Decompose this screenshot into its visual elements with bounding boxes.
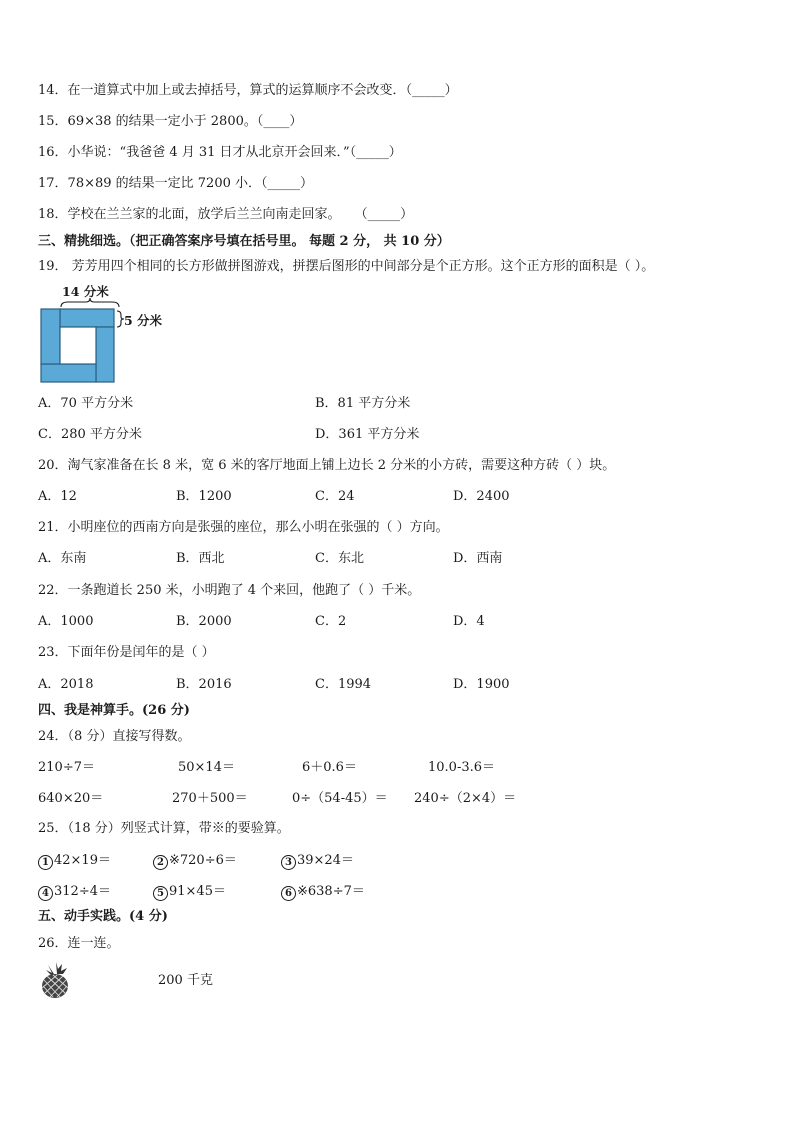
brace-side [116,310,124,328]
question-16 [38,144,402,162]
answer-blank[interactable]: （_____） [349,145,402,160]
question-number: 14． [38,83,68,98]
q19-option-c[interactable]: C．280 平方分米 [38,427,142,442]
label-top: 14 分米 [62,284,109,299]
q22-option-a[interactable]: A．1000 [38,614,94,629]
calc-item: 0÷（54-45）＝ [292,791,388,806]
question-17 [38,175,313,193]
answer-blank[interactable]: （_____） [405,83,458,98]
question-number: 17． [38,176,68,191]
question-text: 78×89 的结果一定比 7200 小． [67,176,262,191]
circled-number: 5 [153,886,168,901]
q22-option-c[interactable]: C．2 [315,614,347,629]
question-26-text: 26．连一连。 [38,936,120,951]
calc-item: 270＋500＝ [172,791,248,806]
calc-expression: 312÷4＝ [54,884,111,899]
rectangles-figure [40,308,116,384]
question-21-text: 21．小明座位的西南方向是张强的座位，那么小明在张强的（ ）方向。 [38,520,449,535]
answer-blank[interactable]: （____） [256,114,303,129]
q20-option-a[interactable]: A．12 [38,489,77,504]
q23-option-a[interactable]: A．2018 [38,677,94,692]
calc-expression: ※720÷6＝ [169,853,237,868]
q19-figure [38,282,168,386]
label-side: 5 分米 [124,313,163,328]
calc-expression: ※638÷7＝ [297,884,365,899]
question-number: 18． [38,207,68,222]
calc-item: 6＋0.6＝ [302,760,357,775]
weight-label[interactable]: 200 千克 [158,973,213,988]
question-22-text: 22．一条跑道长 250 米，小明跑了 4 个来回，他跑了（ ）千米。 [38,583,421,598]
question-19-text: 19． 芳芳用四个相同的长方形做拼图游戏，拼摆后图形的中间部分是个正方形。这个正方形的面积是（ ）。 [38,259,655,274]
section-heading-5: 五、动手实践。(4 分) [38,909,168,924]
section-heading-3: 三、精挑细选。（把正确答案序号填在括号里。 每题 2 分， 共 10 分） [38,234,450,249]
calc-item: 210÷7＝ [38,760,95,775]
q19-option-b[interactable]: B．81 平方分米 [315,396,411,411]
q21-option-d[interactable]: D．西南 [453,551,503,566]
question-20-text: 20．淘气家准备在长 8 米，宽 6 米的客厅地面上铺上边长 2 分米的小方砖，需要这种方砖（ ）块。 [38,458,616,473]
vertical-calc-item [38,883,111,901]
q19-option-a[interactable]: A．70 平方分米 [38,396,134,411]
vertical-calc-item [153,883,226,901]
calc-expression: 42×19＝ [54,853,111,868]
question-number: 15． [38,114,68,129]
question-14 [38,82,458,100]
q21-option-b[interactable]: B．西北 [176,551,225,566]
question-text: 小华说：“我爸爸 4 月 31 日才从北京开会回来．” [67,145,350,160]
q20-option-c[interactable]: C．24 [315,489,355,504]
brace-top [60,298,120,308]
question-18 [38,206,413,224]
answer-blank[interactable]: （_____） [261,176,314,191]
section-heading-4: 四、我是神算手。(26 分) [38,703,190,718]
q22-option-d[interactable]: D．4 [453,614,485,629]
question-text: 69×38 的结果一定小于 2800。 [67,114,257,129]
circled-number: 1 [38,855,53,870]
circled-number: 3 [281,855,296,870]
q23-option-b[interactable]: B．2016 [176,677,232,692]
calc-expression: 91×45＝ [169,884,226,899]
question-text: 学校在兰兰家的北面，放学后兰兰向南走回家。 [67,207,341,222]
answer-blank[interactable]: （_____） [354,207,414,222]
q23-option-c[interactable]: C．1994 [315,677,372,692]
vertical-calc-item [281,883,365,901]
q21-option-c[interactable]: C．东北 [315,551,364,566]
calc-item: 10.0-3.6＝ [428,760,496,775]
vertical-calc-item [153,852,237,870]
calc-item: 240÷（2×4）＝ [414,791,517,806]
calc-item: 640×20＝ [38,791,104,806]
calc-expression: 39×24＝ [297,853,354,868]
question-15 [38,113,302,131]
q23-option-d[interactable]: D．1900 [453,677,510,692]
vertical-calc-item [38,852,111,870]
circled-number: 2 [153,855,168,870]
q19-option-d[interactable]: D．361 平方分米 [315,427,420,442]
pineapple-icon [38,961,72,999]
q21-option-a[interactable]: A．东南 [38,551,87,566]
q20-option-b[interactable]: B．1200 [176,489,232,504]
question-number: 16． [38,145,68,160]
q22-option-b[interactable]: B．2000 [176,614,232,629]
vertical-calc-item [281,852,354,870]
question-25-text: 25．（18 分）列竖式计算，带※的要验算。 [38,821,290,836]
circled-number: 6 [281,886,296,901]
circled-number: 4 [38,886,53,901]
question-24-text: 24．（8 分）直接写得数。 [38,729,191,744]
question-23-text: 23．下面年份是闰年的是（ ） [38,645,215,660]
question-text: 在一道算式中加上或去掉括号，算式的运算顺序不会改变． [67,83,406,98]
q20-option-d[interactable]: D．2400 [453,489,510,504]
calc-item: 50×14＝ [178,760,235,775]
